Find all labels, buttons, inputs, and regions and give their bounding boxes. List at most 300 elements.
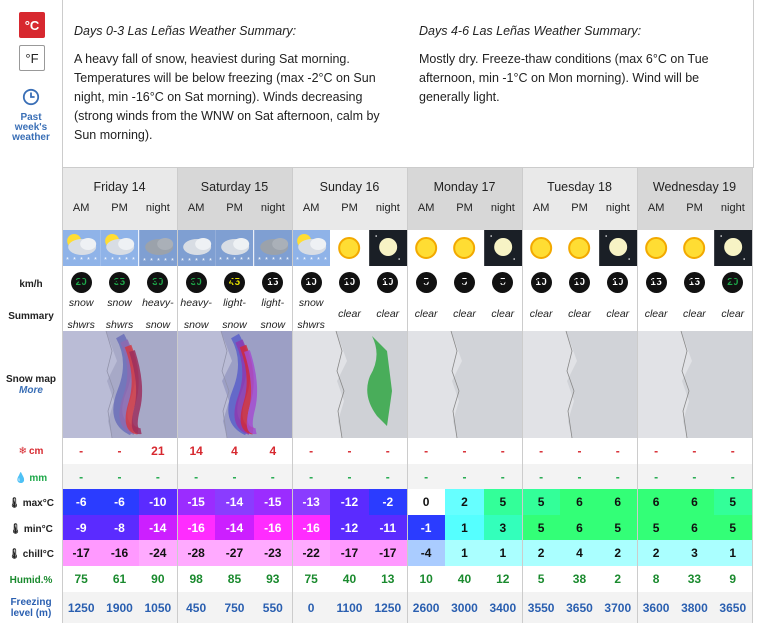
day-header (62, 168, 177, 230)
summary-word: heavy- (180, 297, 212, 309)
freezing-row-label (0, 597, 62, 619)
summary-days-0-3 (74, 22, 394, 145)
snowmap-label: Snow map (5, 374, 56, 385)
wind-speed: 15 (267, 276, 279, 288)
summary-title: Days 0-3 Las Leñas Weather Summary: (74, 24, 297, 38)
wind-cell (675, 266, 713, 298)
freezing-level: 3600 (637, 592, 675, 623)
rain-amount: - (100, 464, 138, 489)
day-divider (637, 168, 638, 623)
wind-chill: 1 (445, 540, 483, 566)
weather-summary-cell (100, 298, 138, 331)
svg-text:*: * (209, 258, 212, 265)
day-name: Tuesday 18 (547, 180, 612, 194)
period-label: PM (111, 202, 128, 214)
wind-chill: 1 (714, 540, 752, 566)
thermometer-icon: 🌡 (9, 524, 22, 535)
weather-summary-cell (637, 298, 675, 331)
summary-days-4-6 (419, 22, 744, 107)
clock-icon (22, 88, 40, 106)
max-temp: 5 (484, 489, 522, 515)
svg-text:*: * (278, 257, 282, 264)
svg-text:*: * (125, 257, 129, 264)
weather-summary-cell (292, 298, 330, 331)
min-temp: 5 (714, 515, 752, 540)
sun-icon (522, 230, 560, 266)
freezing-level: 1050 (139, 592, 177, 623)
summary-word: snow (260, 319, 286, 331)
period-label: night (260, 202, 285, 214)
rain-amount: - (560, 464, 598, 489)
wind-chill: -17 (62, 540, 100, 566)
snow-amount: 4 (254, 438, 292, 464)
wind-cell (407, 266, 445, 298)
svg-text:*: * (317, 257, 320, 264)
wind-speed: 10 (305, 276, 317, 288)
weather-summary-cell (407, 298, 445, 331)
snowflake-icon: ❄ (18, 446, 27, 457)
period-labels (292, 202, 407, 214)
fahrenheit-button[interactable]: °F (19, 45, 45, 71)
wind-chill: -4 (407, 540, 445, 566)
period-labels (177, 202, 292, 214)
period-label: AM (187, 202, 205, 214)
heavy-snow-night-icon (139, 230, 177, 266)
svg-text:*: * (188, 258, 191, 265)
max-temp: 6 (675, 489, 713, 515)
left-column (0, 0, 62, 623)
svg-text:*: * (303, 257, 306, 264)
day-divider (752, 168, 753, 623)
thermometer-icon: 🌡 (8, 549, 21, 560)
day-divider (62, 168, 63, 623)
max-temp: 0 (407, 489, 445, 515)
humidity: 40 (445, 566, 483, 592)
summary-word: clear (453, 308, 476, 320)
wind-row-label: km/h (19, 279, 43, 290)
snow-shower-icon (292, 230, 330, 266)
snow-amount: 21 (139, 438, 177, 464)
svg-text:*: * (285, 257, 289, 264)
humidity: 2 (599, 566, 637, 592)
min-temp: -14 (215, 515, 253, 540)
wind-cell (139, 266, 177, 298)
wind-speed: 5 (423, 276, 429, 288)
max-temp: 6 (560, 489, 598, 515)
freezing-level: 1250 (369, 592, 407, 623)
svg-text:*: * (219, 257, 223, 264)
summary-word: snow (145, 319, 171, 331)
snow-amount: - (714, 438, 752, 464)
svg-text:*: * (310, 257, 313, 264)
wind-cell (369, 266, 407, 298)
max-temp: 5 (522, 489, 560, 515)
freezing-level: 3550 (522, 592, 560, 623)
humidity: 90 (139, 566, 177, 592)
max-temp: -10 (139, 489, 177, 515)
wind-cell (599, 266, 637, 298)
snow-row-label (0, 446, 62, 457)
snow-shower-icon (100, 230, 138, 266)
day-name: Sunday 16 (319, 180, 380, 194)
past-weather-link[interactable] (2, 88, 60, 143)
humidity: 75 (292, 566, 330, 592)
wind-chill: 3 (675, 540, 713, 566)
svg-text:*: * (202, 258, 205, 265)
wind-arrow-icon (147, 272, 168, 293)
humidity: 38 (560, 566, 598, 592)
day-header (522, 168, 637, 230)
wind-chill: 2 (522, 540, 560, 566)
summary-word: clear (568, 308, 591, 320)
period-label: night (605, 202, 630, 214)
max-temp: -13 (292, 489, 330, 515)
humidity: 98 (177, 566, 215, 592)
wind-chill: -28 (177, 540, 215, 566)
wind-speed: 10 (382, 276, 394, 288)
day-name: Wednesday 19 (652, 180, 737, 194)
rain-amount: - (714, 464, 752, 489)
snow-amount: - (522, 438, 560, 464)
svg-text:*: * (156, 258, 160, 265)
day-divider (407, 168, 408, 623)
max-temp: -15 (177, 489, 215, 515)
freezing-level: 0 (292, 592, 330, 623)
snow-amount: - (330, 438, 368, 464)
max-temp: -2 (369, 489, 407, 515)
min-temp: -16 (292, 515, 330, 540)
svg-text:*: * (73, 257, 76, 264)
snow-amount: - (637, 438, 675, 464)
min-temp: -16 (254, 515, 292, 540)
period-label: night (720, 202, 745, 214)
wind-speed: 20 (727, 276, 739, 288)
wind-arrow-icon (262, 272, 283, 293)
summary-word: heavy- (142, 297, 174, 309)
wind-speed: 35 (113, 276, 126, 288)
summary-word: clear (606, 308, 630, 320)
day-name: Saturday 15 (200, 180, 269, 194)
max-row-label (0, 498, 62, 509)
min-temp: 5 (522, 515, 560, 540)
min-temp: 5 (637, 515, 675, 540)
wind-speed: 20 (75, 276, 87, 288)
svg-text:*: * (296, 257, 299, 264)
min-temp: 6 (560, 515, 598, 540)
wind-cell (292, 266, 330, 298)
wind-chill: -24 (139, 540, 177, 566)
summary-body: A heavy fall of snow, heaviest during Sat morning. Temperatures will be below freezing (max -2°C on Sun night, min -16°C on Sat morning). Winds decreasing (strong winds from the WNW on Sat afternoon, calm by Sun morning). (74, 52, 380, 142)
wind-chill: -22 (292, 540, 330, 566)
wind-chill: 2 (599, 540, 637, 566)
min-temp: 5 (599, 515, 637, 540)
snowmap-more-link[interactable]: More (19, 385, 43, 396)
weather-summary-cell (62, 298, 100, 331)
wind-arrow-icon (569, 272, 590, 293)
summary-body: Mostly dry. Freeze-thaw conditions (max 6°C on Tue afternoon, min -1°C on Mon morning). Wind will be generally light. (419, 52, 709, 104)
freezing-level: 3400 (484, 592, 522, 623)
freezing-level: 750 (215, 592, 253, 623)
wind-chill: -17 (330, 540, 368, 566)
min-temp: -14 (139, 515, 177, 540)
thermometer-icon: 🌡 (8, 498, 21, 509)
svg-text:*: * (181, 258, 184, 265)
snow-amount: - (100, 438, 138, 464)
summary-word: shwrs (105, 319, 134, 331)
rain-amount: - (637, 464, 675, 489)
max-label: max°C (22, 498, 54, 509)
humidity: 12 (484, 566, 522, 592)
svg-text:*: * (324, 257, 327, 264)
max-temp: -6 (62, 489, 100, 515)
humidity: 10 (407, 566, 445, 592)
snow-map-image[interactable] (637, 331, 752, 438)
snow-amount: - (599, 438, 637, 464)
rain-amount: - (522, 464, 560, 489)
wind-cell (484, 266, 522, 298)
humidity: 75 (62, 566, 100, 592)
day-name: Monday 17 (433, 180, 496, 194)
svg-text:*: * (170, 258, 174, 265)
weather-summary-cell (484, 298, 522, 331)
rain-amount: - (215, 464, 253, 489)
wind-arrow-icon (224, 272, 245, 293)
svg-text:*: * (66, 257, 69, 264)
freezing-level: 3700 (599, 592, 637, 623)
snowmap-row-label (0, 374, 62, 396)
period-label: PM (341, 202, 358, 214)
svg-text:*: * (104, 257, 108, 264)
period-label: PM (571, 202, 588, 214)
past-weather-line3: weather (12, 132, 50, 143)
snow-map-image[interactable] (522, 331, 637, 438)
wind-arrow-icon (454, 272, 475, 293)
wind-arrow-icon (339, 272, 360, 293)
humidity: 61 (100, 566, 138, 592)
past-weather-line2: week's (14, 122, 48, 133)
snow-amount: - (675, 438, 713, 464)
rain-amount: - (139, 464, 177, 489)
sun-icon (637, 230, 675, 266)
max-temp: -6 (100, 489, 138, 515)
snow-label: cm (28, 446, 44, 457)
day-divider (292, 168, 293, 623)
moon-clear-icon (599, 230, 637, 266)
rain-amount: - (330, 464, 368, 489)
min-temp: 1 (445, 515, 483, 540)
period-label: night (145, 202, 170, 214)
rain-row-label (0, 473, 62, 484)
min-label: min°C (23, 524, 53, 535)
svg-text:*: * (80, 257, 83, 264)
rain-amount: - (62, 464, 100, 489)
weather-summary-cell (254, 298, 292, 331)
max-temp: 5 (714, 489, 752, 515)
period-labels (637, 202, 752, 214)
wind-cell (100, 266, 138, 298)
weather-summary-cell (330, 298, 368, 331)
weather-summary-cell (445, 298, 483, 331)
wind-arrow-icon (416, 272, 437, 293)
snow-map-image[interactable] (292, 331, 407, 438)
celsius-button[interactable]: °C (19, 12, 45, 38)
svg-text:*: * (233, 257, 237, 264)
svg-text:*: * (142, 258, 146, 265)
wind-arrow-icon (531, 272, 552, 293)
wind-arrow-icon (646, 272, 667, 293)
svg-text:*: * (163, 258, 167, 265)
summary-word: clear (644, 308, 668, 320)
weather-summary-cell (369, 298, 407, 331)
wind-speed: 15 (650, 276, 662, 288)
rain-amount: - (599, 464, 637, 489)
summary-word: clear (338, 308, 361, 320)
moon-clear-icon (484, 230, 522, 266)
weather-summary-cell (215, 298, 253, 331)
svg-text:*: * (87, 257, 90, 264)
min-temp: -12 (330, 515, 368, 540)
summary-word: shwrs (297, 319, 325, 331)
summary-word: snow (298, 297, 324, 309)
svg-text:*: * (111, 257, 115, 264)
light-snow-icon (215, 230, 253, 266)
sun-icon (407, 230, 445, 266)
rain-amount: - (484, 464, 522, 489)
humidity: 13 (369, 566, 407, 592)
min-temp: 3 (484, 515, 522, 540)
chill-label: chill°C (22, 549, 54, 560)
period-label: AM (532, 202, 550, 214)
period-label: AM (302, 202, 320, 214)
wind-speed: 10 (612, 276, 624, 288)
humidity: 8 (637, 566, 675, 592)
max-temp: -15 (254, 489, 292, 515)
period-label: PM (456, 202, 473, 214)
wind-chill: -17 (369, 540, 407, 566)
humid-row-label: Humid.% (9, 575, 53, 586)
svg-text:*: * (257, 257, 261, 264)
humidity: 5 (522, 566, 560, 592)
wind-arrow-icon (186, 272, 207, 293)
summary-word: shwrs (67, 319, 95, 331)
humidity: 40 (330, 566, 368, 592)
day-divider (177, 168, 178, 623)
snow-amount: 14 (177, 438, 215, 464)
svg-text:*: * (271, 257, 275, 264)
max-temp: 6 (637, 489, 675, 515)
wind-arrow-icon (492, 272, 513, 293)
wind-speed: 45 (228, 276, 241, 288)
period-labels (407, 202, 522, 214)
min-temp: 6 (675, 515, 713, 540)
period-labels (522, 202, 637, 214)
wind-speed: 5 (461, 276, 468, 288)
summary-word: light- (261, 297, 285, 309)
freezing-level: 1250 (62, 592, 100, 623)
freezing-level: 3000 (445, 592, 483, 623)
weather-summary-cell (177, 298, 215, 331)
rain-amount: - (177, 464, 215, 489)
svg-text:*: * (247, 257, 251, 264)
wind-chill: 4 (560, 540, 598, 566)
snow-amount: - (62, 438, 100, 464)
weather-summary-panel (62, 0, 754, 168)
min-row-label (0, 524, 62, 535)
wind-speed: 10 (343, 276, 356, 288)
rain-amount: - (254, 464, 292, 489)
summary-word: clear (683, 308, 706, 320)
humidity: 33 (675, 566, 713, 592)
svg-text:*: * (94, 257, 97, 264)
wind-cell (177, 266, 215, 298)
snow-amount: - (369, 438, 407, 464)
weather-summary-cell (560, 298, 598, 331)
snow-amount: - (484, 438, 522, 464)
freezing-level: 550 (254, 592, 292, 623)
weather-summary-cell (714, 298, 752, 331)
snow-amount: - (407, 438, 445, 464)
period-label: PM (226, 202, 243, 214)
rain-amount: - (369, 464, 407, 489)
wind-cell (215, 266, 253, 298)
sun-icon (330, 230, 368, 266)
wind-arrow-icon (722, 272, 743, 293)
sun-icon (445, 230, 483, 266)
wind-speed: 30 (190, 276, 202, 288)
wind-speed: 5 (500, 276, 506, 288)
period-label: AM (417, 202, 435, 214)
period-labels (62, 202, 177, 214)
wind-cell (254, 266, 292, 298)
wind-arrow-icon (109, 272, 130, 293)
period-label: AM (72, 202, 90, 214)
wind-cell (560, 266, 598, 298)
summary-word: clear (721, 308, 745, 320)
min-temp: -8 (100, 515, 138, 540)
wind-speed: 15 (688, 276, 700, 288)
light-snow-night-icon (254, 230, 292, 266)
chill-row-label (0, 549, 62, 560)
snow-amount: - (445, 438, 483, 464)
wind-cell (522, 266, 560, 298)
wind-speed: 10 (535, 276, 547, 288)
freezing-label-1: Freezing (10, 597, 52, 608)
moon-clear-icon (714, 230, 752, 266)
wind-chill: -27 (215, 540, 253, 566)
weather-summary-cell (139, 298, 177, 331)
day-header (637, 168, 752, 230)
weather-summary-cell (599, 298, 637, 331)
wind-cell (714, 266, 752, 298)
wind-arrow-icon (301, 272, 322, 293)
period-label: night (490, 202, 515, 214)
snow-amount: 4 (215, 438, 253, 464)
freezing-level: 3650 (714, 592, 752, 623)
rain-amount: - (675, 464, 713, 489)
period-label: AM (647, 202, 665, 214)
snow-map-image[interactable] (177, 331, 292, 438)
day-header (292, 168, 407, 230)
sun-icon (560, 230, 598, 266)
snow-map-image[interactable] (407, 331, 522, 438)
snow-map-image[interactable] (62, 331, 177, 438)
humidity: 9 (714, 566, 752, 592)
wind-speed: 30 (152, 276, 164, 288)
rain-label: mm (29, 473, 48, 484)
svg-text:*: * (264, 257, 268, 264)
wind-cell (637, 266, 675, 298)
max-temp: 6 (599, 489, 637, 515)
